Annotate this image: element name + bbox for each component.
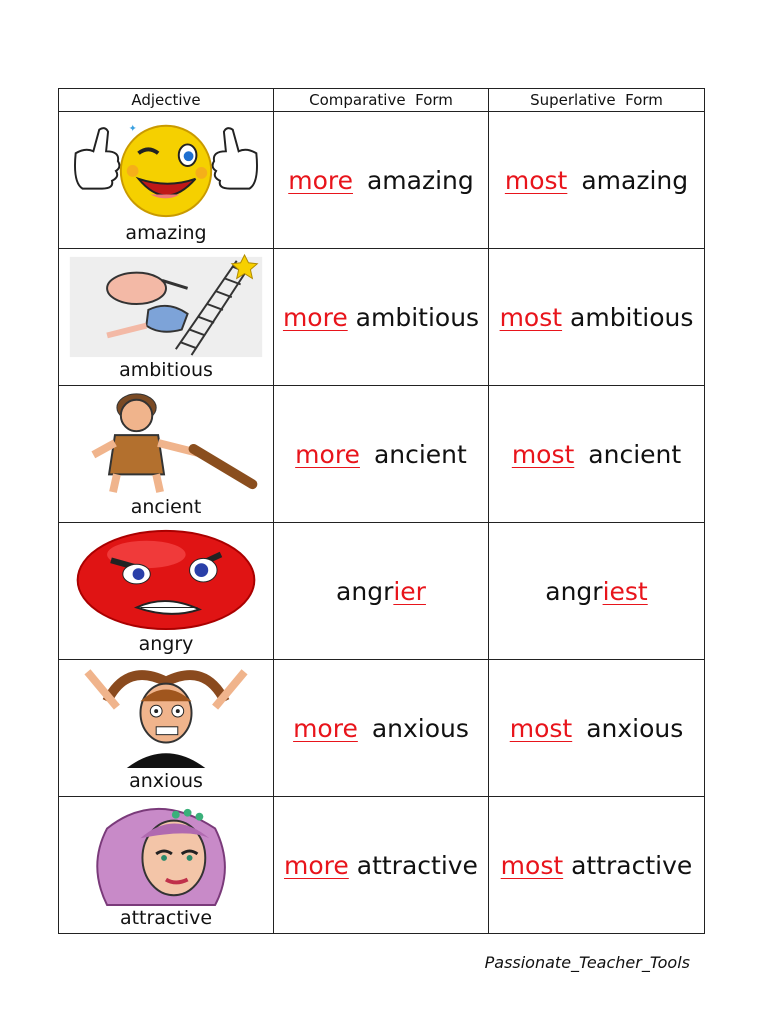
comparative-word: attractive: [356, 850, 478, 880]
table-row: [59, 249, 705, 386]
superlative-suffix: iest: [602, 576, 648, 606]
caveman-with-club-icon: [67, 388, 265, 496]
adjective-cell: [59, 386, 274, 523]
comparative-word: amazing: [366, 165, 474, 195]
table-row: [59, 797, 705, 934]
winking-thumbs-up-smiley-icon: [67, 114, 265, 222]
superlative-cell: [489, 386, 705, 523]
superlative-prefix: most: [509, 713, 573, 743]
climbing-ladder-to-star-icon: [67, 251, 265, 359]
adjective-label: attractive: [119, 907, 213, 929]
adjective-label: anxious: [129, 770, 203, 792]
adjective-cell: [59, 797, 274, 934]
comparative-cell: [274, 660, 489, 797]
superlative-cell: [489, 112, 705, 249]
adjective-label: amazing: [125, 222, 207, 244]
comparative-cell: [274, 797, 489, 934]
comparative-stem: angr: [336, 576, 394, 606]
superlative-cell: [489, 523, 705, 660]
table-row: [59, 523, 705, 660]
table-row: [59, 386, 705, 523]
superlative-stem: angr: [545, 576, 603, 606]
comparative-word: ambitious: [355, 302, 480, 332]
superlative-cell: [489, 797, 705, 934]
comparative-cell: [274, 523, 489, 660]
superlative-word: ambitious: [570, 302, 694, 332]
comparative-word: ancient: [373, 439, 467, 469]
comparative-suffix: ier: [393, 576, 426, 606]
comparative-prefix: more: [284, 850, 349, 880]
adjective-cell: [59, 112, 274, 249]
superlative-cell: [489, 660, 705, 797]
adjective-forms-table: [58, 88, 705, 934]
superlative-cell: [489, 249, 705, 386]
adjective-label: angry: [138, 633, 194, 655]
comparative-cell: [274, 112, 489, 249]
superlative-word: attractive: [571, 850, 693, 880]
table-row: [59, 660, 705, 797]
header-comparative: Comparative Form: [274, 89, 489, 112]
footer-credit: Passionate_Teacher_Tools: [484, 953, 690, 972]
adjective-cell: [59, 249, 274, 386]
svg-text:✦: ✦: [128, 123, 137, 135]
adjective-label: ancient: [130, 496, 202, 518]
anxious-woman-pulling-hair-icon: [67, 662, 265, 770]
superlative-prefix: most: [500, 850, 564, 880]
table-row: [59, 112, 705, 249]
comparative-prefix: more: [288, 165, 353, 195]
adjective-label: ambitious: [119, 359, 213, 381]
header-row: [59, 89, 705, 112]
adjective-cell: [59, 523, 274, 660]
comparative-prefix: more: [282, 302, 348, 332]
superlative-word: anxious: [586, 713, 684, 743]
angry-red-face-icon: [67, 525, 265, 633]
superlative-word: amazing: [581, 165, 689, 195]
header-adjective: Adjective: [59, 89, 274, 112]
adjective-cell: [59, 660, 274, 797]
superlative-word: ancient: [588, 439, 682, 469]
superlative-prefix: most: [499, 302, 563, 332]
superlative-prefix: most: [511, 439, 575, 469]
header-superlative: Superlative Form: [489, 89, 705, 112]
comparative-word: anxious: [371, 713, 469, 743]
comparative-cell: [274, 249, 489, 386]
superlative-prefix: most: [504, 165, 568, 195]
comparative-prefix: more: [295, 439, 360, 469]
comparative-cell: [274, 386, 489, 523]
comparative-prefix: more: [293, 713, 358, 743]
attractive-woman-icon: [67, 799, 265, 907]
